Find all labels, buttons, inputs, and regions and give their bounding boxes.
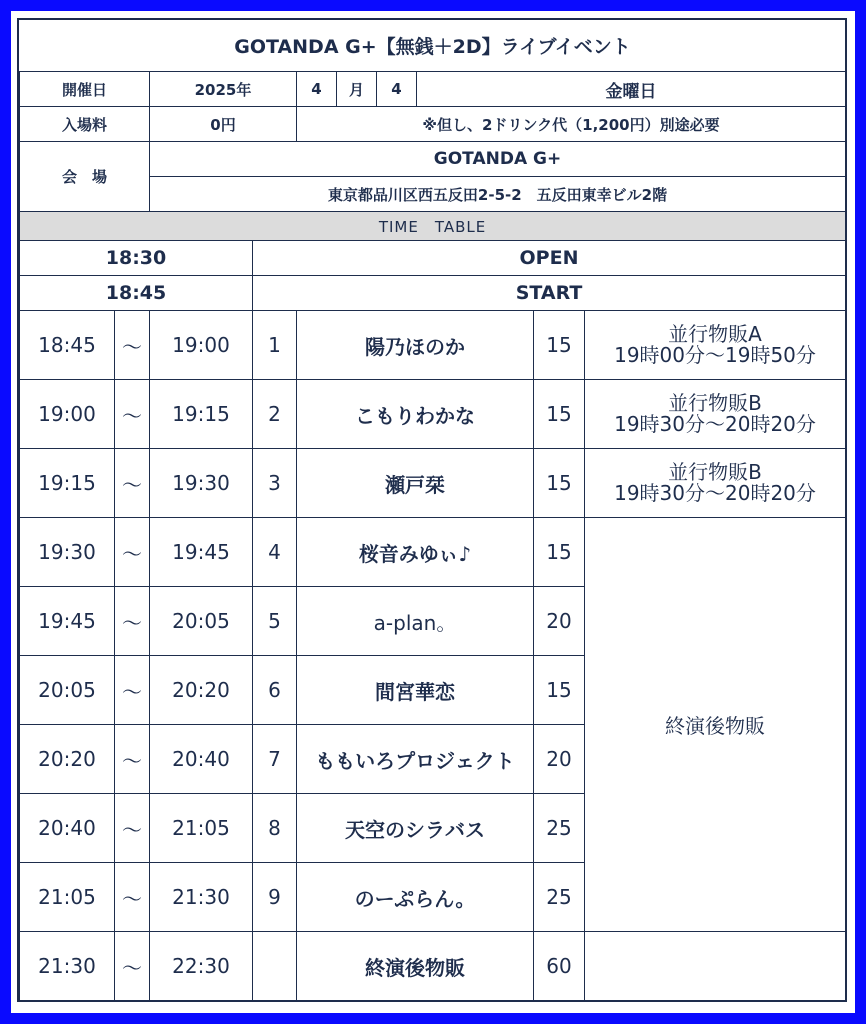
merch-info xyxy=(585,449,846,518)
open-time: 18:30 xyxy=(20,241,253,276)
table-row xyxy=(20,311,846,380)
slot-tilde: ～ xyxy=(115,380,150,449)
table-row xyxy=(20,932,846,1001)
slot-number: 3 xyxy=(253,449,297,518)
slot-end: 21:05 xyxy=(150,794,253,863)
slot-minutes: 25 xyxy=(534,863,585,932)
slot-start: 19:00 xyxy=(20,380,115,449)
merch-title: 並行物販B xyxy=(668,391,762,415)
slot-start: 19:45 xyxy=(20,587,115,656)
performer-name: こもりわかな xyxy=(297,380,534,449)
slot-number: 8 xyxy=(253,794,297,863)
performer-name: のーぷらん。 xyxy=(297,863,534,932)
table-row xyxy=(20,518,846,587)
slot-number: 5 xyxy=(253,587,297,656)
slot-minutes: 60 xyxy=(534,932,585,1001)
open-label: OPEN xyxy=(253,241,846,276)
slot-tilde: ～ xyxy=(115,518,150,587)
slot-tilde: ～ xyxy=(115,311,150,380)
fee-note: ※但し、2ドリンク代（1,200円）別途必要 xyxy=(297,107,846,142)
merch-info xyxy=(585,380,846,449)
slot-start: 18:45 xyxy=(20,311,115,380)
slot-minutes: 20 xyxy=(534,725,585,794)
slot-start: 20:20 xyxy=(20,725,115,794)
slot-end: 20:05 xyxy=(150,587,253,656)
empty-merch-cell xyxy=(585,932,846,1001)
slot-number: 7 xyxy=(253,725,297,794)
slot-tilde: ～ xyxy=(115,863,150,932)
performer-name: ももいろプロジェクト xyxy=(297,725,534,794)
merch-title: 並行物販A xyxy=(668,322,762,346)
slot-number: 4 xyxy=(253,518,297,587)
slot-tilde: ～ xyxy=(115,932,150,1001)
date-month-unit: 月 xyxy=(337,72,377,107)
merch-time: 19時00分～19時50分 xyxy=(614,343,816,367)
slot-number: 2 xyxy=(253,380,297,449)
performer-name: 陽乃ほのか xyxy=(297,311,534,380)
performer-name: 間宮華恋 xyxy=(297,656,534,725)
slot-end: 20:40 xyxy=(150,725,253,794)
slot-minutes: 15 xyxy=(534,380,585,449)
slot-minutes: 15 xyxy=(534,656,585,725)
venue-address: 東京都品川区西五反田2-5-2 五反田東幸ビル2階 xyxy=(150,177,846,212)
slot-minutes: 25 xyxy=(534,794,585,863)
slot-start: 20:05 xyxy=(20,656,115,725)
slot-start: 21:30 xyxy=(20,932,115,1001)
slot-tilde: ～ xyxy=(115,656,150,725)
fee-value: 0円 xyxy=(150,107,297,142)
slot-tilde: ～ xyxy=(115,587,150,656)
slot-end: 19:45 xyxy=(150,518,253,587)
slot-end: 21:30 xyxy=(150,863,253,932)
merch-time: 19時30分～20時20分 xyxy=(614,481,816,505)
table-row xyxy=(20,380,846,449)
start-label: START xyxy=(253,276,846,311)
slot-minutes: 15 xyxy=(534,311,585,380)
event-title: GOTANDA G+【無銭＋2D】ライブイベント xyxy=(20,20,846,72)
slot-tilde: ～ xyxy=(115,449,150,518)
slot-end: 19:00 xyxy=(150,311,253,380)
slot-end: 22:30 xyxy=(150,932,253,1001)
table-row xyxy=(20,449,846,518)
slot-start: 20:40 xyxy=(20,794,115,863)
slot-minutes: 20 xyxy=(534,587,585,656)
fee-label: 入場料 xyxy=(20,107,150,142)
slot-tilde: ～ xyxy=(115,794,150,863)
performer-name: a-plan。 xyxy=(297,587,534,656)
slot-minutes: 15 xyxy=(534,518,585,587)
after-show-merch: 終演後物販 xyxy=(585,518,846,932)
slot-end: 19:30 xyxy=(150,449,253,518)
performer-name: 終演後物販 xyxy=(297,932,534,1001)
date-weekday: 金曜日 xyxy=(417,72,846,107)
slot-tilde: ～ xyxy=(115,725,150,794)
slot-number: 9 xyxy=(253,863,297,932)
date-day: 4 xyxy=(377,72,417,107)
venue-label: 会 場 xyxy=(20,142,150,212)
slot-number: 6 xyxy=(253,656,297,725)
slot-start: 19:15 xyxy=(20,449,115,518)
slot-start: 19:30 xyxy=(20,518,115,587)
merch-time: 19時30分～20時20分 xyxy=(614,412,816,436)
slot-start: 21:05 xyxy=(20,863,115,932)
performer-name: 桜音みゆぃ♪ xyxy=(297,518,534,587)
date-month: 4 xyxy=(297,72,337,107)
start-time: 18:45 xyxy=(20,276,253,311)
date-year: 2025年 xyxy=(150,72,297,107)
venue-name: GOTANDA G+ xyxy=(150,142,846,177)
event-table xyxy=(19,20,846,1001)
merch-info xyxy=(585,311,846,380)
merch-title: 並行物販B xyxy=(668,460,762,484)
slot-end: 19:15 xyxy=(150,380,253,449)
timetable-document xyxy=(17,18,847,1002)
date-label: 開催日 xyxy=(20,72,150,107)
timetable-header: TIME TABLE xyxy=(20,212,846,241)
performer-name: 瀬戸栞 xyxy=(297,449,534,518)
slot-minutes: 15 xyxy=(534,449,585,518)
slot-end: 20:20 xyxy=(150,656,253,725)
performer-name: 天空のシラバス xyxy=(297,794,534,863)
slot-number xyxy=(253,932,297,1001)
slot-number: 1 xyxy=(253,311,297,380)
